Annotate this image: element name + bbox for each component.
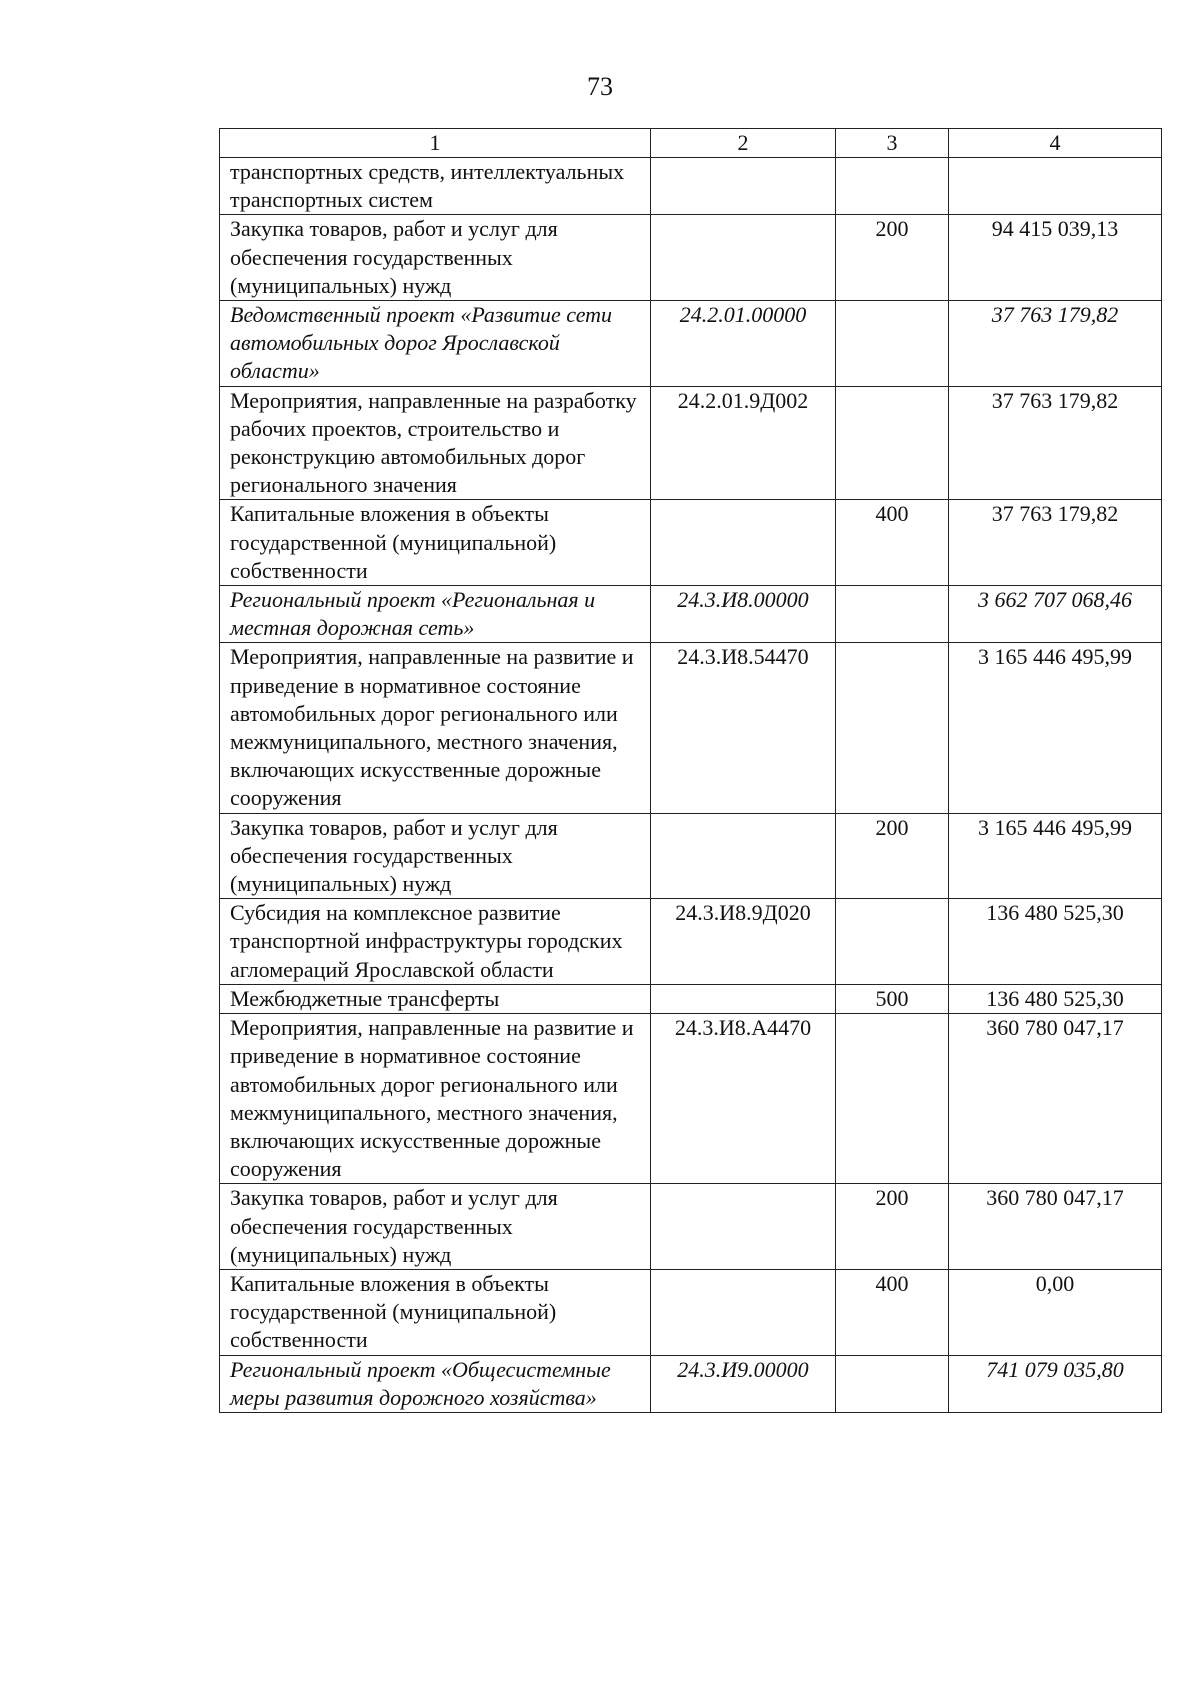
row-amount: 136 480 525,30 — [949, 899, 1162, 985]
table-row — [220, 1269, 1162, 1355]
row-name: Закупка товаров, работ и услуг для обеспечения государственных (муниципальных) нужд — [220, 1184, 651, 1270]
row-amount — [949, 158, 1162, 215]
row-name: Мероприятия, направленные на разработку рабочих проектов, строительство и реконструкцию автомобильных дорог регионального значения — [220, 386, 651, 500]
row-name: Мероприятия, направленные на развитие и приведение в нормативное состояние автомобильных дорог регионального или межмуниципального, местного значения, включающих искусственные дорожные сооружения — [220, 1014, 651, 1184]
column-header-3: 3 — [836, 129, 949, 158]
row-expense-type — [836, 899, 949, 985]
row-name: Ведомственный проект «Развитие сети автомобильных дорог Ярославской области» — [220, 301, 651, 387]
column-header-4: 4 — [949, 129, 1162, 158]
row-name: Мероприятия, направленные на развитие и приведение в нормативное состояние автомобильных дорог регионального или межмуниципального, местного значения, включающих искусственные дорожные сооружения — [220, 643, 651, 813]
row-code: 24.2.01.00000 — [651, 301, 836, 387]
row-code — [651, 500, 836, 586]
row-amount: 37 763 179,82 — [949, 301, 1162, 387]
row-code: 24.3.И9.00000 — [651, 1355, 836, 1412]
row-code: 24.3.И8.00000 — [651, 586, 836, 643]
row-code — [651, 1184, 836, 1270]
row-name: Региональный проект «Общесистемные меры развития дорожного хозяйства» — [220, 1355, 651, 1412]
row-expense-type: 200 — [836, 215, 949, 301]
row-expense-type — [836, 386, 949, 500]
row-amount: 94 415 039,13 — [949, 215, 1162, 301]
budget-table — [219, 128, 1162, 1413]
row-code — [651, 158, 836, 215]
table-row — [220, 1355, 1162, 1412]
row-expense-type — [836, 643, 949, 813]
row-expense-type — [836, 586, 949, 643]
table-row — [220, 899, 1162, 985]
table-row — [220, 500, 1162, 586]
table-row — [220, 813, 1162, 899]
row-amount: 0,00 — [949, 1269, 1162, 1355]
row-amount: 360 780 047,17 — [949, 1184, 1162, 1270]
row-code — [651, 215, 836, 301]
row-name: Капитальные вложения в объекты государственной (муниципальной) собственности — [220, 500, 651, 586]
row-expense-type: 400 — [836, 1269, 949, 1355]
row-amount: 136 480 525,30 — [949, 984, 1162, 1013]
row-code: 24.2.01.9Д002 — [651, 386, 836, 500]
row-code: 24.3.И8.54470 — [651, 643, 836, 813]
page-number: 73 — [587, 72, 613, 101]
row-amount: 37 763 179,82 — [949, 386, 1162, 500]
row-code — [651, 813, 836, 899]
row-name: Закупка товаров, работ и услуг для обеспечения государственных (муниципальных) нужд — [220, 813, 651, 899]
table-row — [220, 158, 1162, 215]
row-expense-type: 500 — [836, 984, 949, 1013]
row-name: Капитальные вложения в объекты государственной (муниципальной) собственности — [220, 1269, 651, 1355]
row-amount: 3 165 446 495,99 — [949, 813, 1162, 899]
table-row — [220, 643, 1162, 813]
table-body — [220, 158, 1162, 1413]
row-name: Субсидия на комплексное развитие транспортной инфраструктуры городских агломераций Ярославской области — [220, 899, 651, 985]
row-expense-type: 400 — [836, 500, 949, 586]
row-name: Закупка товаров, работ и услуг для обеспечения государственных (муниципальных) нужд — [220, 215, 651, 301]
table-row — [220, 301, 1162, 387]
table-row — [220, 386, 1162, 500]
row-name: транспортных средств, интеллектуальных транспортных систем — [220, 158, 651, 215]
row-code — [651, 984, 836, 1013]
row-expense-type — [836, 1355, 949, 1412]
column-header-2: 2 — [651, 129, 836, 158]
table-row — [220, 984, 1162, 1013]
row-expense-type — [836, 301, 949, 387]
row-amount: 3 165 446 495,99 — [949, 643, 1162, 813]
row-name: Межбюджетные трансферты — [220, 984, 651, 1013]
row-name: Региональный проект «Региональная и местная дорожная сеть» — [220, 586, 651, 643]
row-code: 24.3.И8.9Д020 — [651, 899, 836, 985]
row-amount: 3 662 707 068,46 — [949, 586, 1162, 643]
row-code: 24.3.И8.А4470 — [651, 1014, 836, 1184]
column-header-1: 1 — [220, 129, 651, 158]
header-row — [220, 129, 1162, 158]
table-row — [220, 215, 1162, 301]
row-amount: 360 780 047,17 — [949, 1014, 1162, 1184]
row-amount: 37 763 179,82 — [949, 500, 1162, 586]
row-expense-type — [836, 1014, 949, 1184]
row-expense-type — [836, 158, 949, 215]
table-row — [220, 1014, 1162, 1184]
row-expense-type: 200 — [836, 813, 949, 899]
table-row — [220, 586, 1162, 643]
table-row — [220, 1184, 1162, 1270]
row-amount: 741 079 035,80 — [949, 1355, 1162, 1412]
row-code — [651, 1269, 836, 1355]
row-expense-type: 200 — [836, 1184, 949, 1270]
